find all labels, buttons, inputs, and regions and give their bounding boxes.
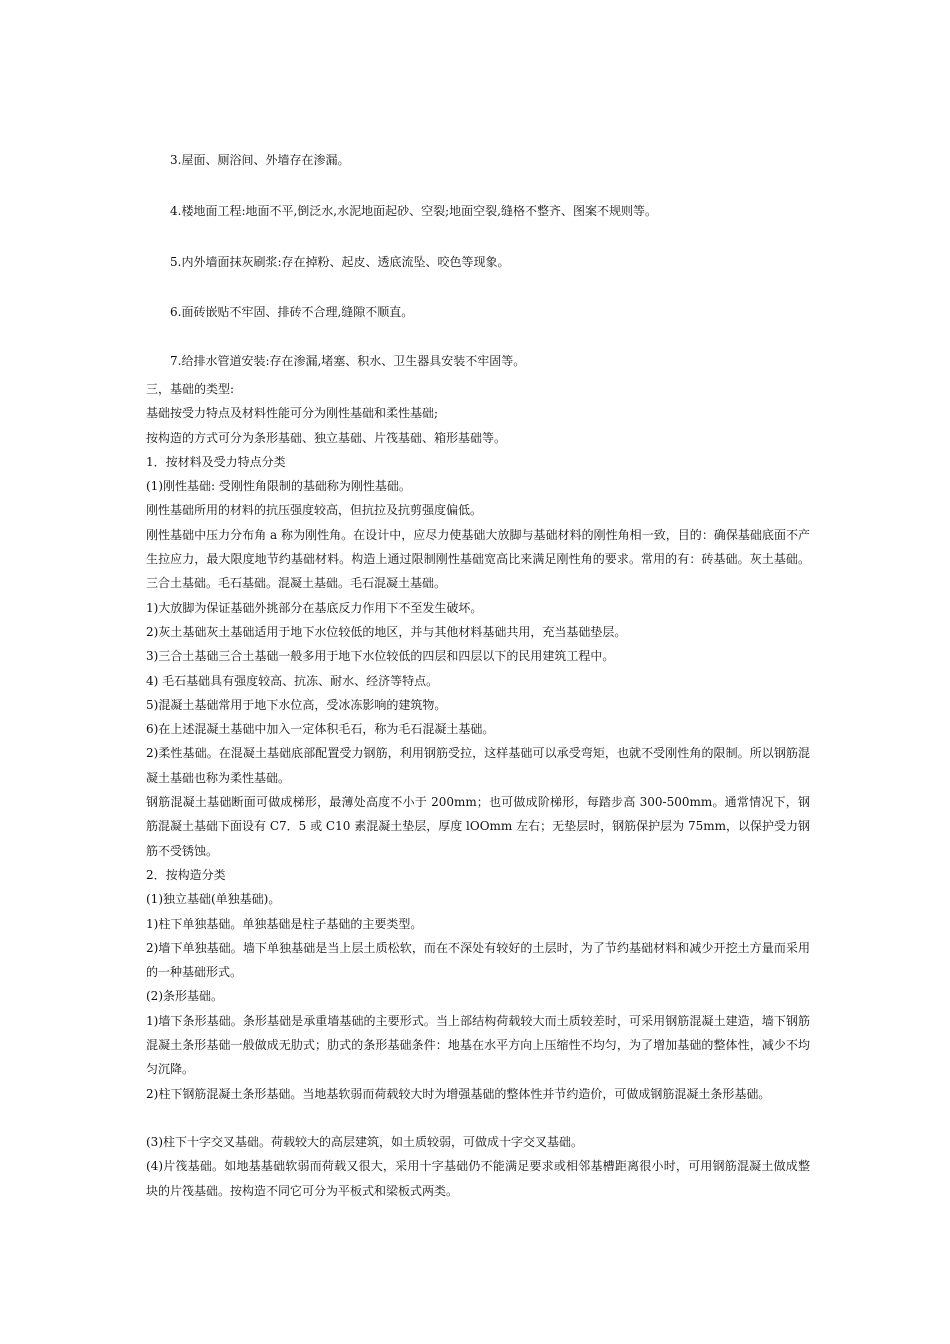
paragraph: 基础按受力特点及材料性能可分为刚性基础和柔性基础; xyxy=(146,406,439,421)
paragraph: 4) 毛石基础具有强度较高、抗冻、耐水、经济等特点。 xyxy=(146,673,439,688)
paragraph: 钢筋混凝土基础断面可做成梯形，最薄处高度不小于 200mm；也可做成阶梯形，每踏步高 300-500mm。通常情况下，钢筋混凝土基础下面设有 C7．5 或 C10 素混凝土垫层，厚度 lOOmm 左右；无垫层时，钢筋保护层为 75mm，以保护受力钢筋不受锈蚀。 xyxy=(146,795,810,858)
intro-item-5: 5.内外墙面抹灰刷浆:存在掉粉、起皮、透底流坠、咬色等现象。 xyxy=(170,255,510,269)
paragraph: (4)片筏基础。如地基基础软弱而荷载又很大，采用十字基础仍不能满足要求或相邻基槽距离很小时，可用钢筋混凝土做成整块的片筏基础。按构造不同它可分为平板式和梁板式两类。 xyxy=(146,1159,810,1198)
intro-item-6: 6.面砖嵌贴不牢固、排砖不合理,缝隙不顺直。 xyxy=(170,305,414,319)
intro-item-7: 7.给排水管道安装:存在渗漏,堵塞、积水、卫生器具安装不牢固等。 xyxy=(170,354,526,368)
paragraph: 刚性基础中压力分布角 a 称为刚性角。在设计中，应尽力使基础大放脚与基础材料的刚性角相一致，目的：确保基础底面不产生拉应力，最大限度地节约基础材料。构造上通过限制刚性基础宽高比来满足刚性角的要求。常用的有：砖基础。灰土基础。三合土基础。毛石基础。混凝土基础。毛石混凝土基础。 xyxy=(146,527,810,591)
paragraph: (2)条形基础。 xyxy=(146,989,223,1004)
paragraph: 2)柔性基础。在混凝土基础底部配置受力钢筋，利用钢筋受拉，这样基础可以承受弯矩，也就不受刚性角的限制。所以钢筋混凝土基础也称为柔性基础。 xyxy=(146,746,810,785)
paragraph: 刚性基础所用的材料的抗压强度较高，但抗拉及抗剪强度偏低。 xyxy=(146,503,483,518)
paragraph: 2)柱下钢筋混凝土条形基础。当地基软弱而荷载较大时为增强基础的整体性并节约造价，可做成钢筋混凝土条形基础。 xyxy=(146,1086,771,1101)
paragraph: (3)柱下十字交叉基础。荷载较大的高层建筑，如土质较弱，可做成十字交叉基础。 xyxy=(146,1134,584,1149)
paragraph: (1)独立基础(单独基础)。 xyxy=(146,892,281,907)
section-heading: 三，基础的类型: xyxy=(146,382,235,396)
paragraph: 2)灰土基础灰土基础适用于地下水位较低的地区，并与其他材料基础共用，充当基础垫层。 xyxy=(146,624,627,639)
paragraph: 5)混凝土基础常用于地下水位高，受冰冻影响的建筑物。 xyxy=(146,697,447,712)
intro-item-4: 4.楼地面工程:地面不平,倒泛水,水泥地面起砂、空裂;地面空裂,缝格不整齐、图案不规则等。 xyxy=(170,204,657,218)
document-body xyxy=(146,377,810,1203)
subsection-heading: 1．按材料及受力特点分类 xyxy=(146,454,286,469)
paragraph: 6)在上述混凝土基础中加入一定体积毛石，称为毛石混凝土基础。 xyxy=(146,722,495,737)
paragraph: 2)墙下单独基础。墙下单独基础是当上层土质松软，而在不深处有较好的土层时，为了节约基础材料和减少开挖土方量而采用的一种基础形式。 xyxy=(146,940,810,980)
paragraph: 1)大放脚为保证基础外挑部分在基底反力作用下不至发生破坏。 xyxy=(146,600,483,615)
intro-item-3: 3.屋面、厕浴间、外墙存在渗漏。 xyxy=(170,153,350,167)
paragraph: 3)三合土基础三合土基础一般多用于地下水位较低的四层和四层以下的民用建筑工程中。 xyxy=(146,649,615,664)
subsection-heading: 2．按构造分类 xyxy=(146,867,226,882)
paragraph: (1)刚性基础: 受刚性角限制的基础称为刚性基础。 xyxy=(146,479,411,494)
paragraph: 1)柱下单独基础。单独基础是柱子基础的主要类型。 xyxy=(146,916,423,931)
paragraph: 1)墙下条形基础。条形基础是承重墙基础的主要形式。当上部结构荷载较大而土质较差时，可采用钢筋混凝土建造，墙下钢筋混凝土条形基础一般做成无肋式；肋式的条形基础条件：地基在水平方向上压缩性不均匀，为了增加基础的整体性，减少不均匀沉降。 xyxy=(146,1013,810,1077)
paragraph: 按构造的方式可分为条形基础、独立基础、片筏基础、箱形基础等。 xyxy=(146,430,507,445)
